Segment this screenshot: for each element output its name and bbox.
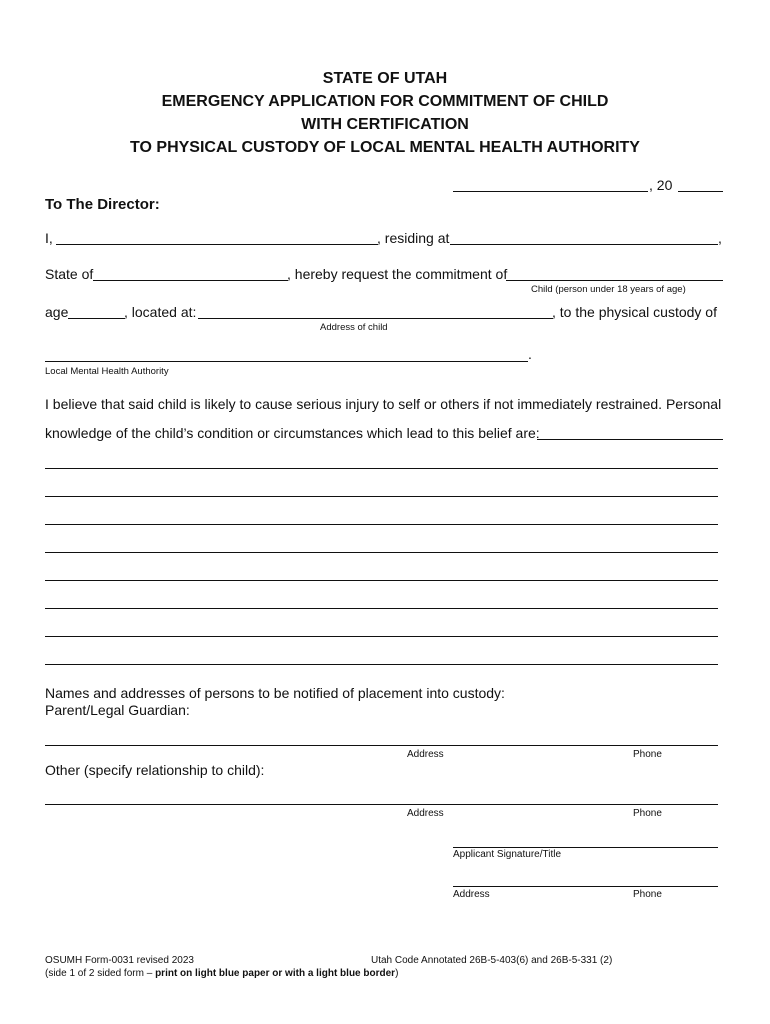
custody-label: , to the physical custody of xyxy=(552,304,717,320)
residence-end-comma: , xyxy=(718,230,722,246)
child-name-field[interactable] xyxy=(506,280,723,281)
date-year-prefix: , 20 xyxy=(649,177,673,193)
salutation: To The Director: xyxy=(45,196,160,213)
parent-guardian-label: Parent/Legal Guardian: xyxy=(45,702,190,718)
year-field[interactable] xyxy=(678,191,723,192)
footer-print-suffix: ) xyxy=(395,968,399,979)
explanation-line[interactable] xyxy=(45,468,718,469)
knowledge-statement: knowledge of the child’s condition or circumstances which lead to this belief are: xyxy=(45,425,540,441)
explanation-line[interactable] xyxy=(45,608,718,609)
notify-heading: Names and addresses of persons to be notified of placement into custody: xyxy=(45,685,505,701)
explanation-line[interactable] xyxy=(45,496,718,497)
explanation-line[interactable] xyxy=(45,552,718,553)
applicant-signature-field[interactable] xyxy=(453,847,718,848)
explanation-line[interactable] xyxy=(45,664,718,665)
explanation-line[interactable] xyxy=(45,580,718,581)
state-field[interactable] xyxy=(93,280,288,281)
authority-caption: Local Mental Health Authority xyxy=(45,366,169,377)
age-field[interactable] xyxy=(68,318,125,319)
footer-utah-code: Utah Code Annotated 26B-5-403(6) and 26B-5-331 (2) xyxy=(371,955,613,966)
footer-print-instruction: print on light blue paper or with a light blue border xyxy=(155,968,396,979)
request-label: , hereby request the commitment of xyxy=(287,266,508,282)
other-phone-label: Phone xyxy=(633,808,662,819)
authority-period: . xyxy=(528,346,532,362)
form-title-state: STATE OF UTAH xyxy=(322,70,448,87)
authority-field[interactable] xyxy=(45,361,528,362)
explanation-line[interactable] xyxy=(45,524,718,525)
footer-print-note xyxy=(45,968,398,979)
located-label: , located at: xyxy=(124,304,197,320)
age-label: age xyxy=(45,304,69,320)
knowledge-field[interactable] xyxy=(537,439,723,440)
applicant-address-field[interactable] xyxy=(453,886,718,887)
state-label: State of xyxy=(45,266,94,282)
address-of-child-caption: Address of child xyxy=(320,322,388,333)
applicant-address-caption: Address xyxy=(453,889,490,900)
residence-field[interactable] xyxy=(450,244,718,245)
explanation-line[interactable] xyxy=(45,636,718,637)
child-address-field[interactable] xyxy=(198,318,553,319)
form-title-custody: TO PHYSICAL CUSTODY OF LOCAL MENTAL HEALTH AUTHORITY xyxy=(130,139,640,156)
parent-phone-label: Phone xyxy=(633,749,662,760)
belief-statement: I believe that said child is likely to cause serious injury to self or others if not immediately restrained. Personal xyxy=(45,396,722,412)
applicant-phone-caption: Phone xyxy=(633,889,662,900)
form-title-certification: WITH CERTIFICATION xyxy=(301,116,469,133)
residing-label: , residing at xyxy=(377,230,450,246)
parent-guardian-field[interactable] xyxy=(45,745,718,746)
date-field[interactable] xyxy=(453,191,648,192)
applicant-name-field[interactable] xyxy=(56,244,378,245)
other-person-field[interactable] xyxy=(45,804,718,805)
other-relationship-label: Other (specify relationship to child): xyxy=(45,762,265,778)
form-title-application: EMERGENCY APPLICATION FOR COMMITMENT OF CHILD xyxy=(161,93,609,110)
child-caption: Child (person under 18 years of age) xyxy=(531,284,686,295)
applicant-signature-caption: Applicant Signature/Title xyxy=(453,849,562,860)
i-label: I, xyxy=(45,230,53,246)
footer-print-prefix: (side 1 of 2 sided form – xyxy=(45,968,156,979)
footer-form-id: OSUMH Form-0031 revised 2023 xyxy=(45,955,194,966)
parent-address-label: Address xyxy=(407,749,444,760)
other-address-label: Address xyxy=(407,808,444,819)
